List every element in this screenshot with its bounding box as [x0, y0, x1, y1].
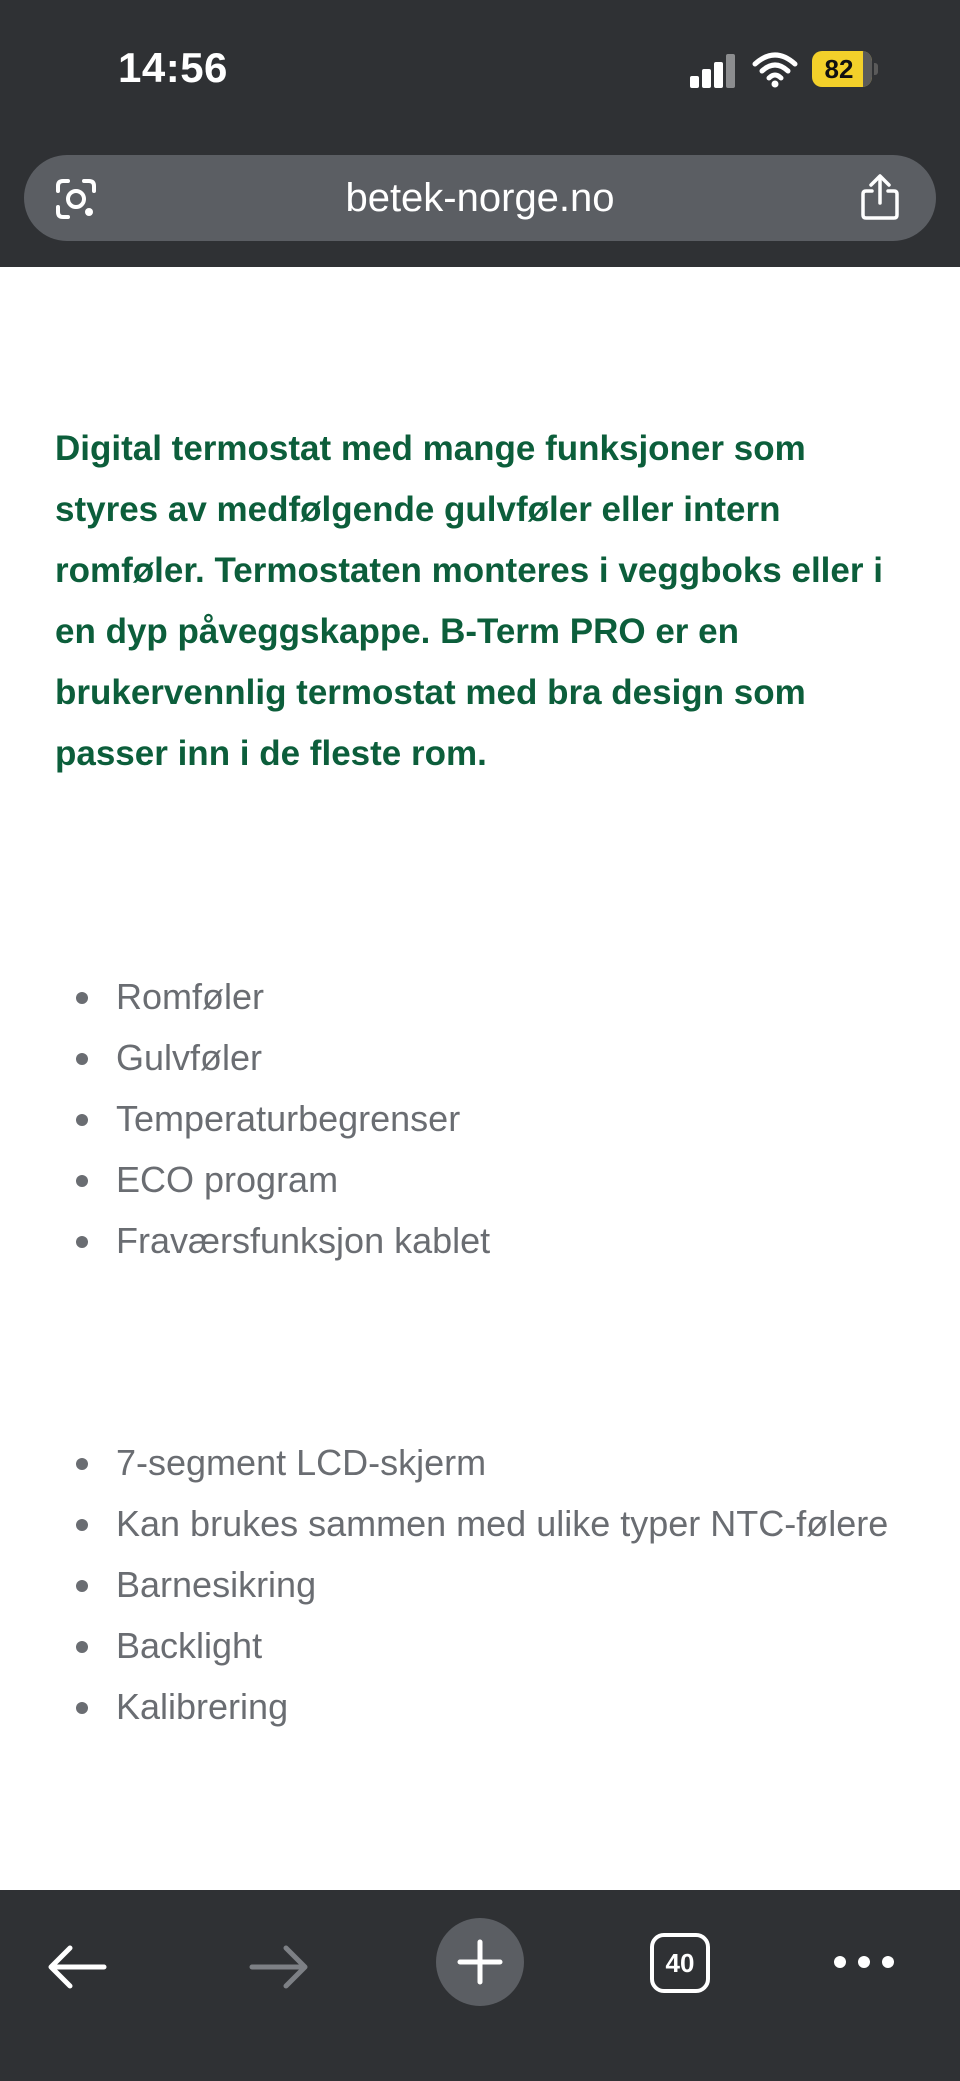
url-text[interactable]: betek-norge.no	[345, 176, 615, 220]
status-time: 14:56	[118, 44, 228, 91]
list-item: Temperaturbegrenser	[72, 1088, 490, 1149]
list-item: Kalibrering	[72, 1676, 888, 1737]
list-item: Kan brukes sammen med ulike typer NTC-følere	[72, 1493, 888, 1554]
feature-list-properties	[72, 1432, 888, 1737]
feature-list-functions	[72, 966, 490, 1271]
list-item: Fraværsfunksjon kablet	[72, 1210, 490, 1271]
tab-count: 40	[665, 1948, 695, 1978]
tabs-icon[interactable]	[650, 1933, 710, 1993]
battery-level: 82	[824, 54, 854, 84]
new-tab-button[interactable]	[436, 1918, 524, 2006]
forward-arrow-icon[interactable]	[248, 1942, 310, 1992]
list-item: Gulvføler	[72, 1027, 490, 1088]
more-icon[interactable]	[832, 1950, 896, 1974]
battery-icon	[812, 51, 878, 87]
page-content	[0, 267, 960, 1890]
list-item: Backlight	[72, 1615, 888, 1676]
list-item: 7-segment LCD-skjerm	[72, 1432, 888, 1493]
list-item: ECO program	[72, 1149, 490, 1210]
share-icon[interactable]	[858, 173, 902, 221]
signal-icon	[690, 54, 736, 88]
back-arrow-icon[interactable]	[46, 1942, 108, 1992]
plus-icon	[436, 1918, 524, 2006]
list-item: Romføler	[72, 966, 490, 1027]
browser-toolbar	[0, 1890, 960, 2081]
browser-top-chrome	[0, 0, 960, 267]
list-item: Barnesikring	[72, 1554, 888, 1615]
address-bar[interactable]	[24, 155, 936, 241]
product-description: Digital termostat med mange funksjoner som styres av medfølgende gulvføler eller intern romføler. Termostaten monteres i veggboks eller i en dyp påveggskappe. B-Term PRO er en brukervennlig termostat med bra design som passer inn i de fleste rom.	[55, 429, 883, 773]
wifi-icon	[752, 50, 798, 88]
